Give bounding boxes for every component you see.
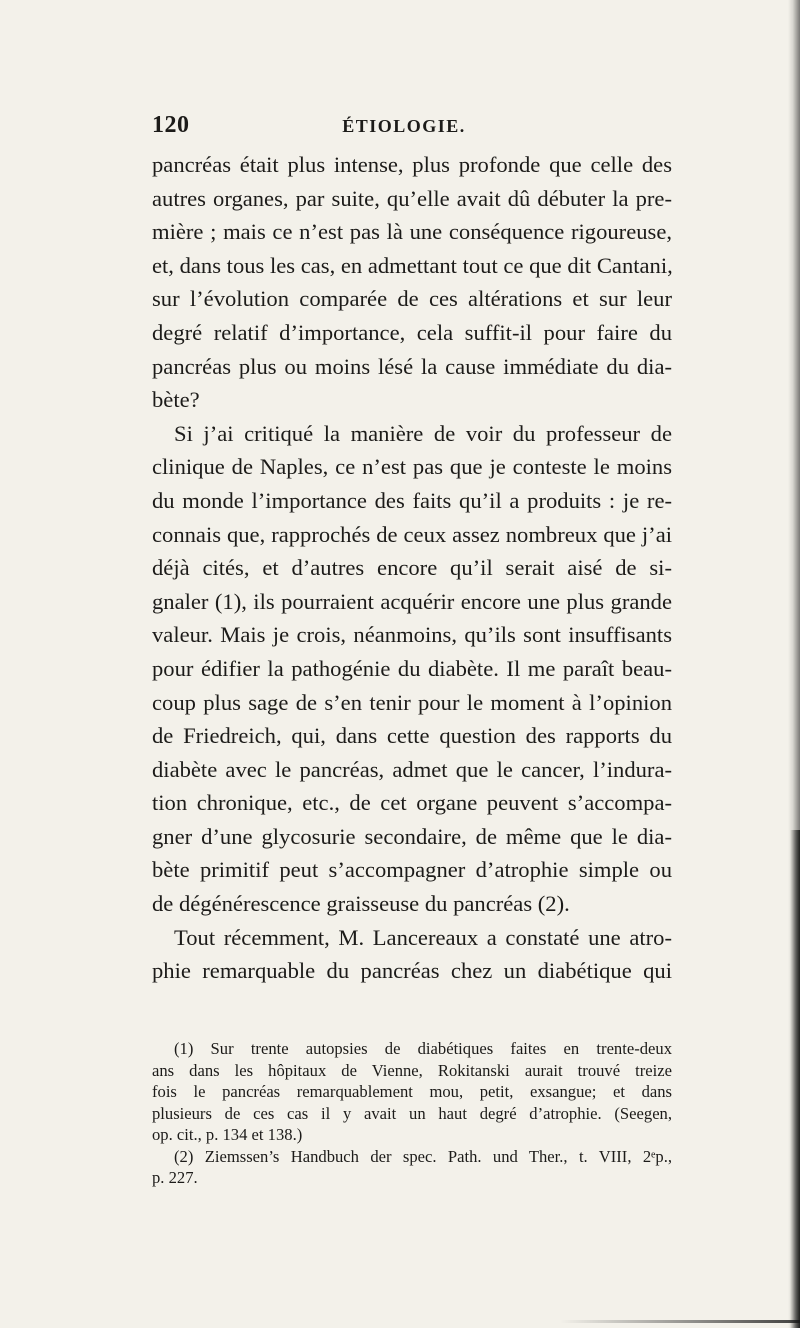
text-line: pancréas plus ou moins lésé la cause immédiate du dia- (152, 353, 672, 379)
text-line: connais que, rapprochés de ceux assez nombreux que j’ai (152, 521, 672, 547)
text-line: gnaler (1), ils pourraient acquérir encore une plus grande (152, 588, 672, 614)
footnote-line: (2) Ziemssen’s Handbuch der spec. Path. und Ther., t. VIII, 2ᵉp., (174, 1146, 672, 1166)
text-line: phie remarquable du pancréas chez un diabétique qui (152, 958, 672, 984)
footnote-line: ans dans les hôpitaux de Vienne, Rokitanski aurait trouvé treize (152, 1060, 672, 1080)
footnote-line: op. cit., p. 134 et 138.) (152, 1125, 303, 1144)
text-line: tion chronique, etc., de cet organe peuvent s’accompa- (152, 790, 672, 816)
text-line: gner d’une glycosurie secondaire, de même que le dia- (152, 823, 672, 849)
running-title: ÉTIOLOGIE. (342, 116, 466, 136)
page-number: 120 (152, 112, 190, 138)
footnote-line: fois le pancréas remarquablement mou, petit, exsangue; et dans (152, 1082, 672, 1101)
page-edge-dark (790, 830, 800, 1328)
page-header (152, 112, 656, 142)
text-line: clinique de Naples, ce n’est pas que je conteste le moins (152, 454, 672, 480)
text-line: degré relatif d’importance, cela suffit-il pour faire du (152, 319, 672, 345)
text-line: coup plus sage de s’en tenir pour le moment à l’opinion (152, 689, 672, 715)
text-line: valeur. Mais je crois, néanmoins, qu’ils sont insuffisants (152, 622, 672, 648)
footnotes (152, 1038, 672, 1189)
text-line: déjà cités, et d’autres encore qu’il serait aisé de si- (152, 555, 672, 581)
text-line: bète? (152, 387, 200, 413)
paragraph-start-line: Si j’ai critiqué la manière de voir du professeur de (174, 420, 672, 446)
text-line: et, dans tous les cas, en admettant tout ce que dit Cantani, (152, 252, 673, 278)
footnote-line: plusieurs de ces cas il y avait un haut degré d’atrophie. (Seegen, (152, 1103, 672, 1123)
text-line: pancréas était plus intense, plus profonde que celle des (152, 152, 672, 177)
text-line: pour édifier la pathogénie du diabète. Il me paraît beau- (152, 655, 672, 681)
text-line: diabète avec le pancréas, admet que le cancer, l’indura- (152, 756, 672, 782)
text-line: autres organes, par suite, qu’elle avait dû débuter la pre- (152, 185, 672, 211)
text-line: de dégénérescence graisseuse du pancréas (2). (152, 891, 570, 917)
text-line: de Friedreich, qui, dans cette question des rapports du (152, 723, 672, 749)
page-bottom-edge (560, 1320, 800, 1323)
footnote-line: p. 227. (152, 1168, 198, 1187)
paragraph-start-line: Tout récemment, M. Lancereaux a constaté une atro- (174, 924, 672, 950)
text-line: mière ; mais ce n’est pas là une conséquence rigoureuse, (152, 219, 672, 245)
text-line: sur l’évolution comparée de ces altérations et sur leur (152, 286, 672, 312)
footnote-line: (1) Sur trente autopsies de diabétiques faites en trente-deux (174, 1039, 672, 1058)
text-line: du monde l’importance des faits qu’il a produits : je re- (152, 487, 672, 513)
text-line: bète primitif peut s’accompagner d’atrophie simple ou (152, 857, 672, 883)
body-text (152, 148, 672, 988)
